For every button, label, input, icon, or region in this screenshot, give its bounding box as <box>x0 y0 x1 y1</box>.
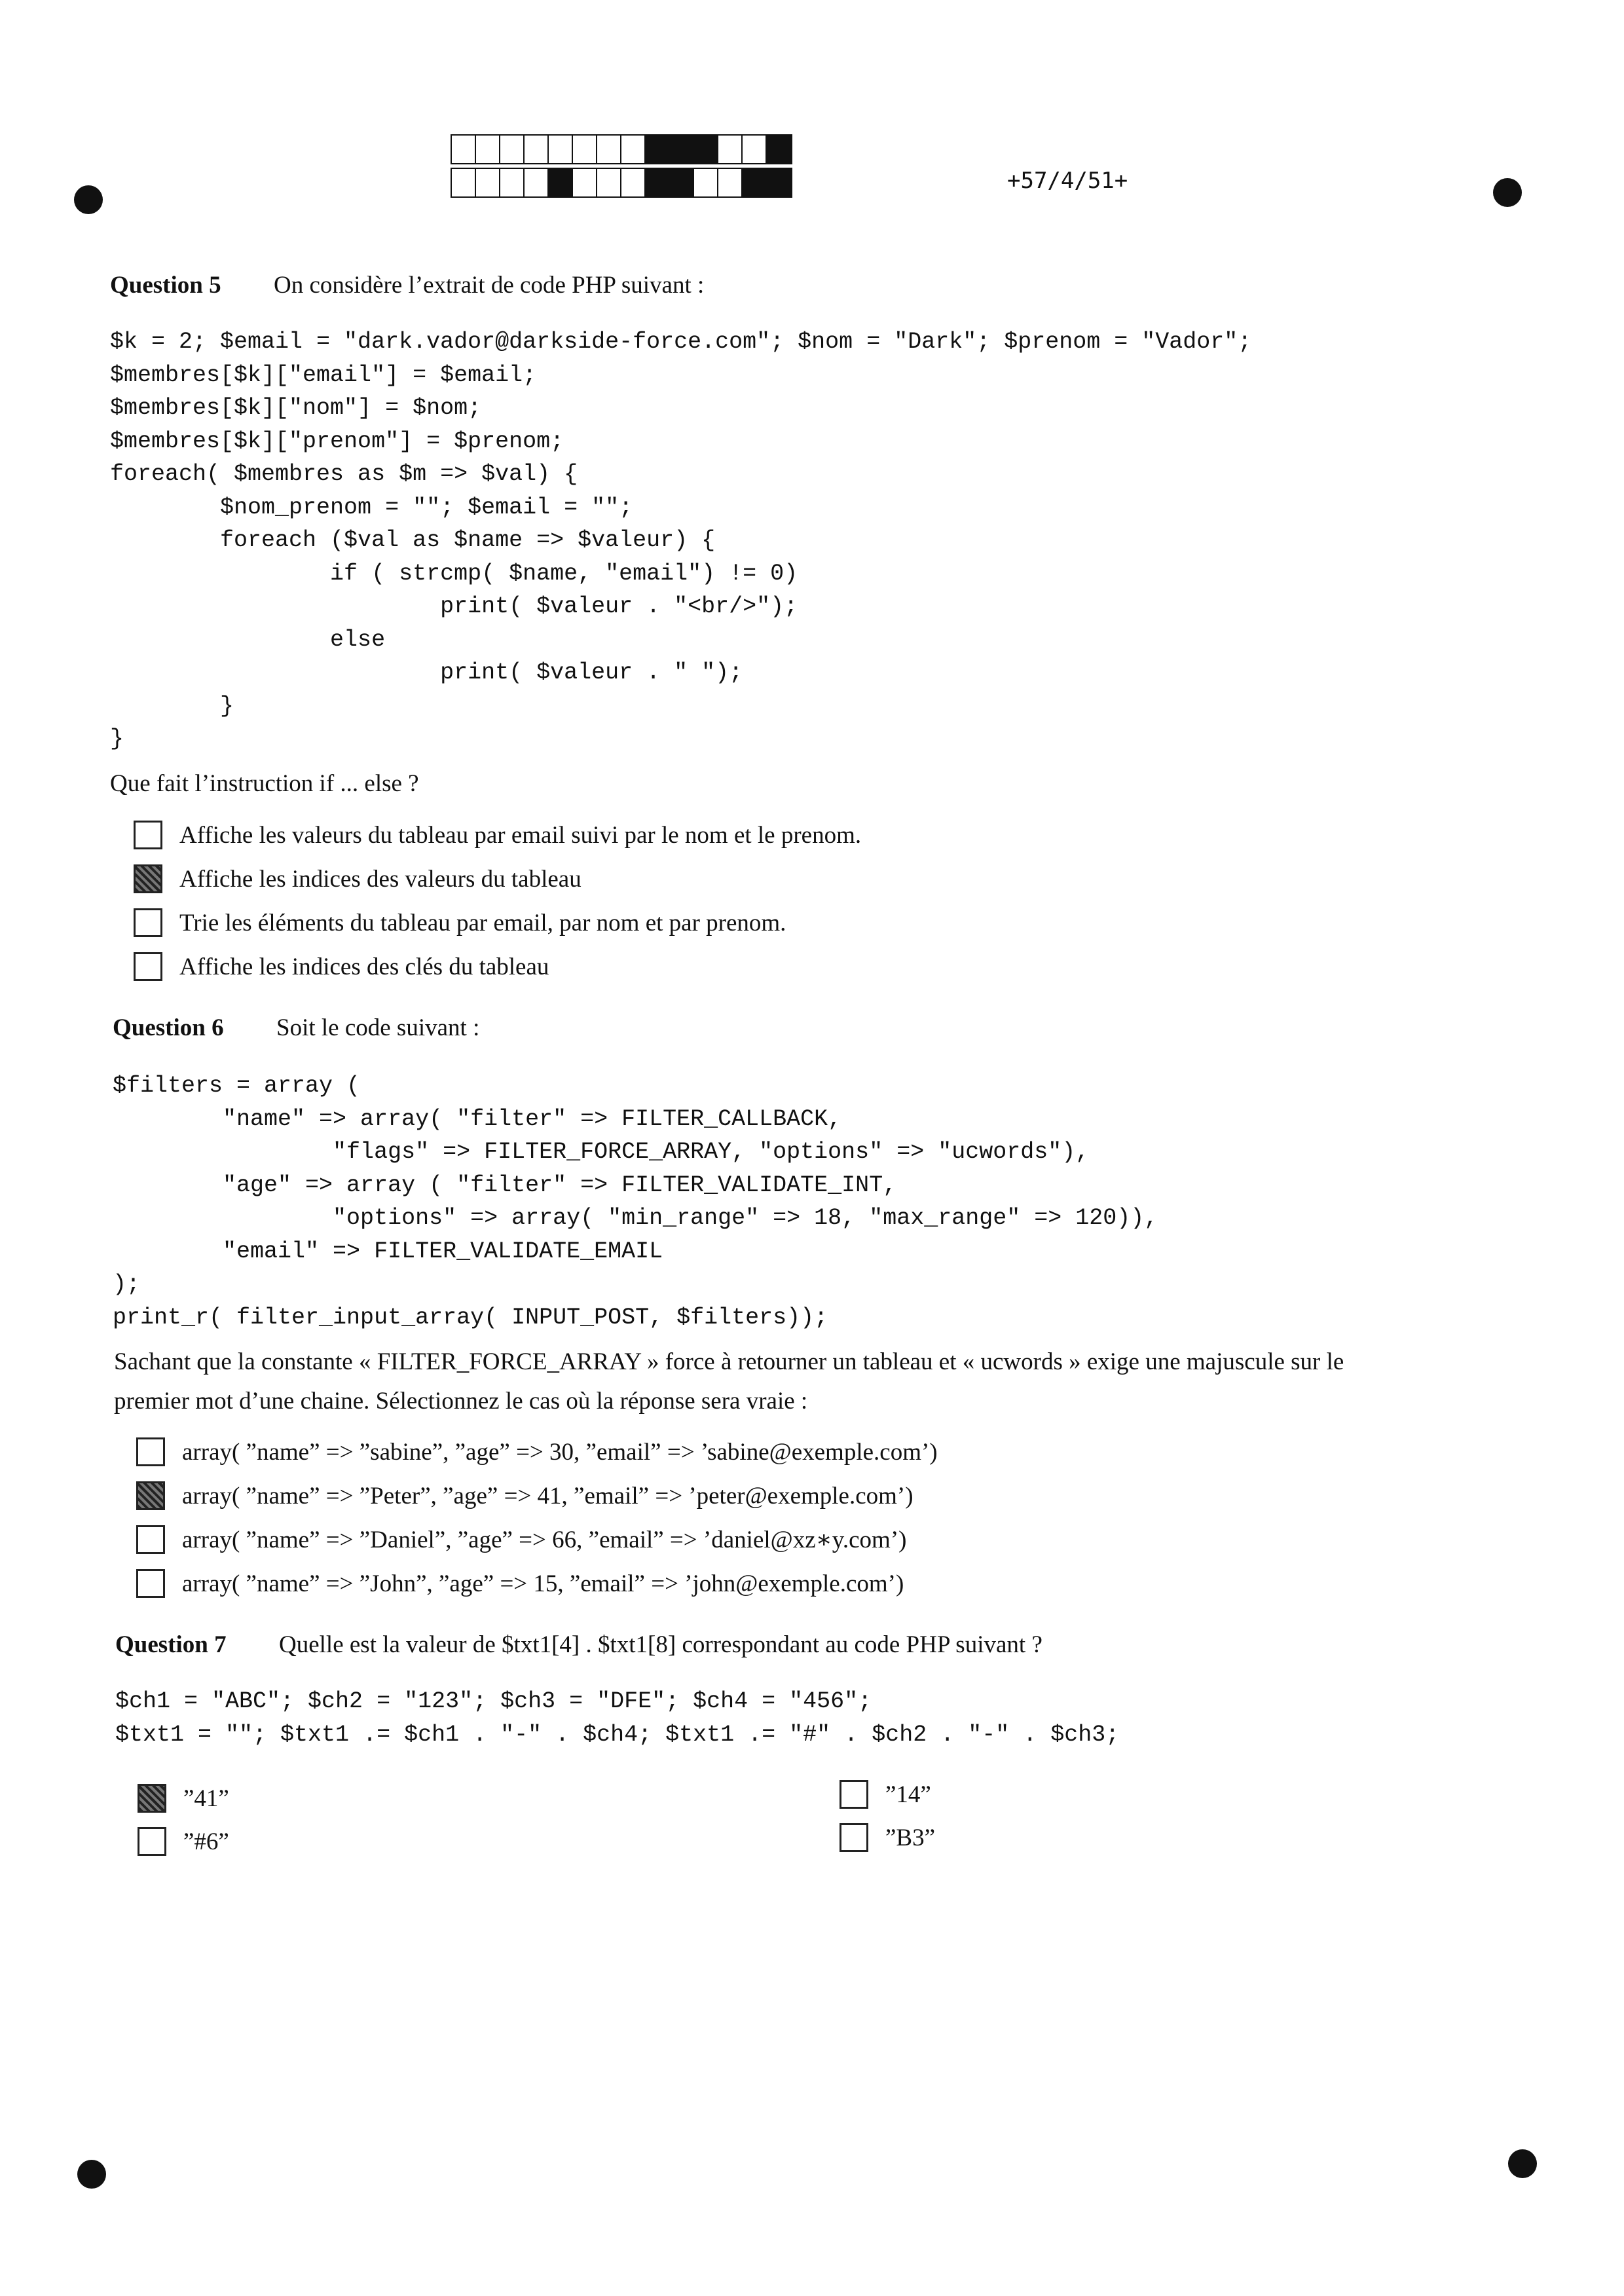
option-label: ”14” <box>885 1781 931 1808</box>
question-5-option-3[interactable] <box>134 908 786 937</box>
barcode-cell <box>646 169 670 196</box>
barcode-cell <box>718 136 743 163</box>
barcode-cell <box>549 169 573 196</box>
barcode-cell <box>525 169 549 196</box>
sheet-barcode-row-2 <box>451 168 792 198</box>
question-7-option-1[interactable] <box>138 1784 229 1813</box>
barcode-cell <box>597 136 621 163</box>
code-line: print_r( filter_input_array( INPUT_POST, $filters)); <box>113 1304 828 1331</box>
barcode-cell <box>767 136 791 163</box>
code-line: "age" => array ( "filter" => FILTER_VALIDATE_INT, <box>113 1172 897 1198</box>
question-6-number: Question 6 <box>113 1014 224 1041</box>
option-label: array( ”name” => ”sabine”, ”age” => 30, ”email” => ’sabine@exemple.com’) <box>182 1438 938 1466</box>
code-line: $txt1 = ""; $txt1 .= $ch1 . "-" . $ch4; $txt1 .= "#" . $ch2 . "-" . $ch3; <box>115 1721 1120 1748</box>
code-line: ); <box>113 1271 141 1297</box>
answer-checkbox[interactable] <box>136 1437 165 1466</box>
answer-checkbox[interactable] <box>138 1784 166 1813</box>
question-6-prompt-line-2: premier mot d’une chaine. Sélectionnez le cas où la réponse sera vraie : <box>114 1388 808 1415</box>
barcode-cell <box>597 169 621 196</box>
barcode-cell <box>452 136 476 163</box>
question-7-option-3[interactable] <box>138 1827 229 1856</box>
answer-checkbox[interactable] <box>134 821 162 849</box>
question-6-option-3[interactable] <box>136 1525 906 1554</box>
answer-checkbox[interactable] <box>840 1823 868 1852</box>
code-line: "options" => array( "min_range" => 18, "max_range" => 120)), <box>113 1205 1158 1231</box>
question-6-prompt-line-1: Sachant que la constante « FILTER_FORCE_ARRAY » force à retourner un tableau et « ucwords » exige une majuscule sur le <box>114 1348 1344 1375</box>
code-line: $nom_prenom = ""; $email = ""; <box>110 494 633 521</box>
barcode-cell <box>452 169 476 196</box>
question-6-title: Soit le code suivant : <box>276 1014 480 1041</box>
code-line: $filters = array ( <box>113 1073 361 1099</box>
question-7-number: Question 7 <box>115 1631 227 1658</box>
code-line: "flags" => FILTER_FORCE_ARRAY, "options" => "ucwords"), <box>113 1139 1090 1165</box>
barcode-cell <box>476 169 500 196</box>
question-5-number: Question 5 <box>110 272 221 299</box>
code-line: print( $valeur . " "); <box>110 659 743 686</box>
option-label: array( ”name” => ”John”, ”age” => 15, ”email” => ’john@exemple.com’) <box>182 1570 904 1597</box>
barcode-cell <box>476 136 500 163</box>
code-line: $membres[$k]["nom"] = $nom; <box>110 395 482 421</box>
code-line: else <box>110 626 386 653</box>
option-label: Affiche les indices des clés du tableau <box>179 953 549 980</box>
question-6-prompt <box>114 1342 1344 1421</box>
question-5-code <box>110 325 1251 756</box>
barcode-cell <box>743 169 767 196</box>
question-7-option-4[interactable] <box>840 1823 935 1852</box>
barcode-cell <box>621 136 646 163</box>
sheet-barcode-row-1 <box>451 134 792 164</box>
answer-checkbox[interactable] <box>134 908 162 937</box>
registration-mark-bottom-left <box>77 2160 106 2189</box>
barcode-cell <box>718 169 743 196</box>
code-line: "name" => array( "filter" => FILTER_CALLBACK, <box>113 1105 842 1132</box>
answer-checkbox[interactable] <box>136 1481 165 1510</box>
option-label: ”41” <box>183 1785 229 1812</box>
barcode-cell <box>694 136 718 163</box>
code-line: $ch1 = "ABC"; $ch2 = "123"; $ch3 = "DFE"; $ch4 = "456"; <box>115 1688 872 1714</box>
barcode-cell <box>646 136 670 163</box>
option-label: array( ”name” => ”Daniel”, ”age” => 66, ”email” => ’daniel@xz∗y.com’) <box>182 1527 907 1553</box>
barcode-cell <box>670 169 694 196</box>
sheet-id: +57/4/51+ <box>1007 168 1128 194</box>
question-5-option-2[interactable] <box>134 864 581 893</box>
barcode-cell <box>694 169 718 196</box>
answer-checkbox[interactable] <box>134 952 162 981</box>
barcode-cell <box>573 136 597 163</box>
question-5-option-1[interactable] <box>134 821 861 849</box>
answer-checkbox[interactable] <box>134 864 162 893</box>
question-6-header <box>113 1014 479 1042</box>
question-7-header <box>115 1631 1043 1659</box>
code-line: } <box>110 726 124 752</box>
barcode-cell <box>743 136 767 163</box>
code-line: $membres[$k]["email"] = $email; <box>110 361 537 388</box>
option-label: Trie les éléments du tableau par email, par nom et par prenom. <box>179 909 786 936</box>
code-line: foreach ($val as $name => $valeur) { <box>110 527 716 553</box>
code-line: $k = 2; $email = "dark.vador@darkside-force.com"; $nom = "Dark"; $prenom = "Vador"; <box>110 329 1252 355</box>
option-label: ”B3” <box>885 1824 936 1851</box>
code-line: if ( strcmp( $name, "email") != 0) <box>110 560 798 587</box>
question-6-option-2[interactable] <box>136 1481 913 1510</box>
registration-mark-top-right <box>1493 178 1522 207</box>
question-6-option-1[interactable] <box>136 1437 938 1466</box>
registration-mark-bottom-right <box>1508 2149 1537 2178</box>
option-label: array( ”name” => ”Peter”, ”age” => 41, ”email” => ’peter@exemple.com’) <box>182 1482 913 1509</box>
barcode-cell <box>500 136 525 163</box>
barcode-cell <box>621 169 646 196</box>
question-5-prompt: Que fait l’instruction if ... else ? <box>110 770 419 797</box>
option-label: Affiche les indices des valeurs du tableau <box>179 865 581 893</box>
option-label: Affiche les valeurs du tableau par email suivi par le nom et le prenom. <box>179 821 862 849</box>
answer-checkbox[interactable] <box>136 1569 165 1598</box>
question-5-title: On considère l’extrait de code PHP suivant : <box>274 272 705 299</box>
barcode-cell <box>767 169 791 196</box>
question-7-code <box>115 1685 1119 1751</box>
code-line: "email" => FILTER_VALIDATE_EMAIL <box>113 1238 663 1265</box>
question-7-title: Quelle est la valeur de $txt1[4] . $txt1[8] correspondant au code PHP suivant ? <box>279 1631 1043 1658</box>
answer-checkbox[interactable] <box>136 1525 165 1554</box>
question-7-option-2[interactable] <box>840 1780 931 1809</box>
question-6-option-4[interactable] <box>136 1569 904 1598</box>
code-line: $membres[$k]["prenom"] = $prenom; <box>110 428 564 454</box>
code-line: } <box>110 692 234 719</box>
question-6-code <box>113 1069 1158 1334</box>
code-line: foreach( $membres as $m => $val) { <box>110 461 578 487</box>
barcode-cell <box>573 169 597 196</box>
barcode-cell <box>670 136 694 163</box>
option-label: ”#6” <box>183 1828 229 1855</box>
barcode-cell <box>500 169 525 196</box>
question-5-header <box>110 271 704 299</box>
answer-checkbox[interactable] <box>138 1827 166 1856</box>
question-5-option-4[interactable] <box>134 952 549 981</box>
registration-mark-top-left <box>74 185 103 214</box>
code-line: print( $valeur . "<br/>"); <box>110 593 798 620</box>
answer-checkbox[interactable] <box>840 1780 868 1809</box>
barcode-cell <box>549 136 573 163</box>
barcode-cell <box>525 136 549 163</box>
